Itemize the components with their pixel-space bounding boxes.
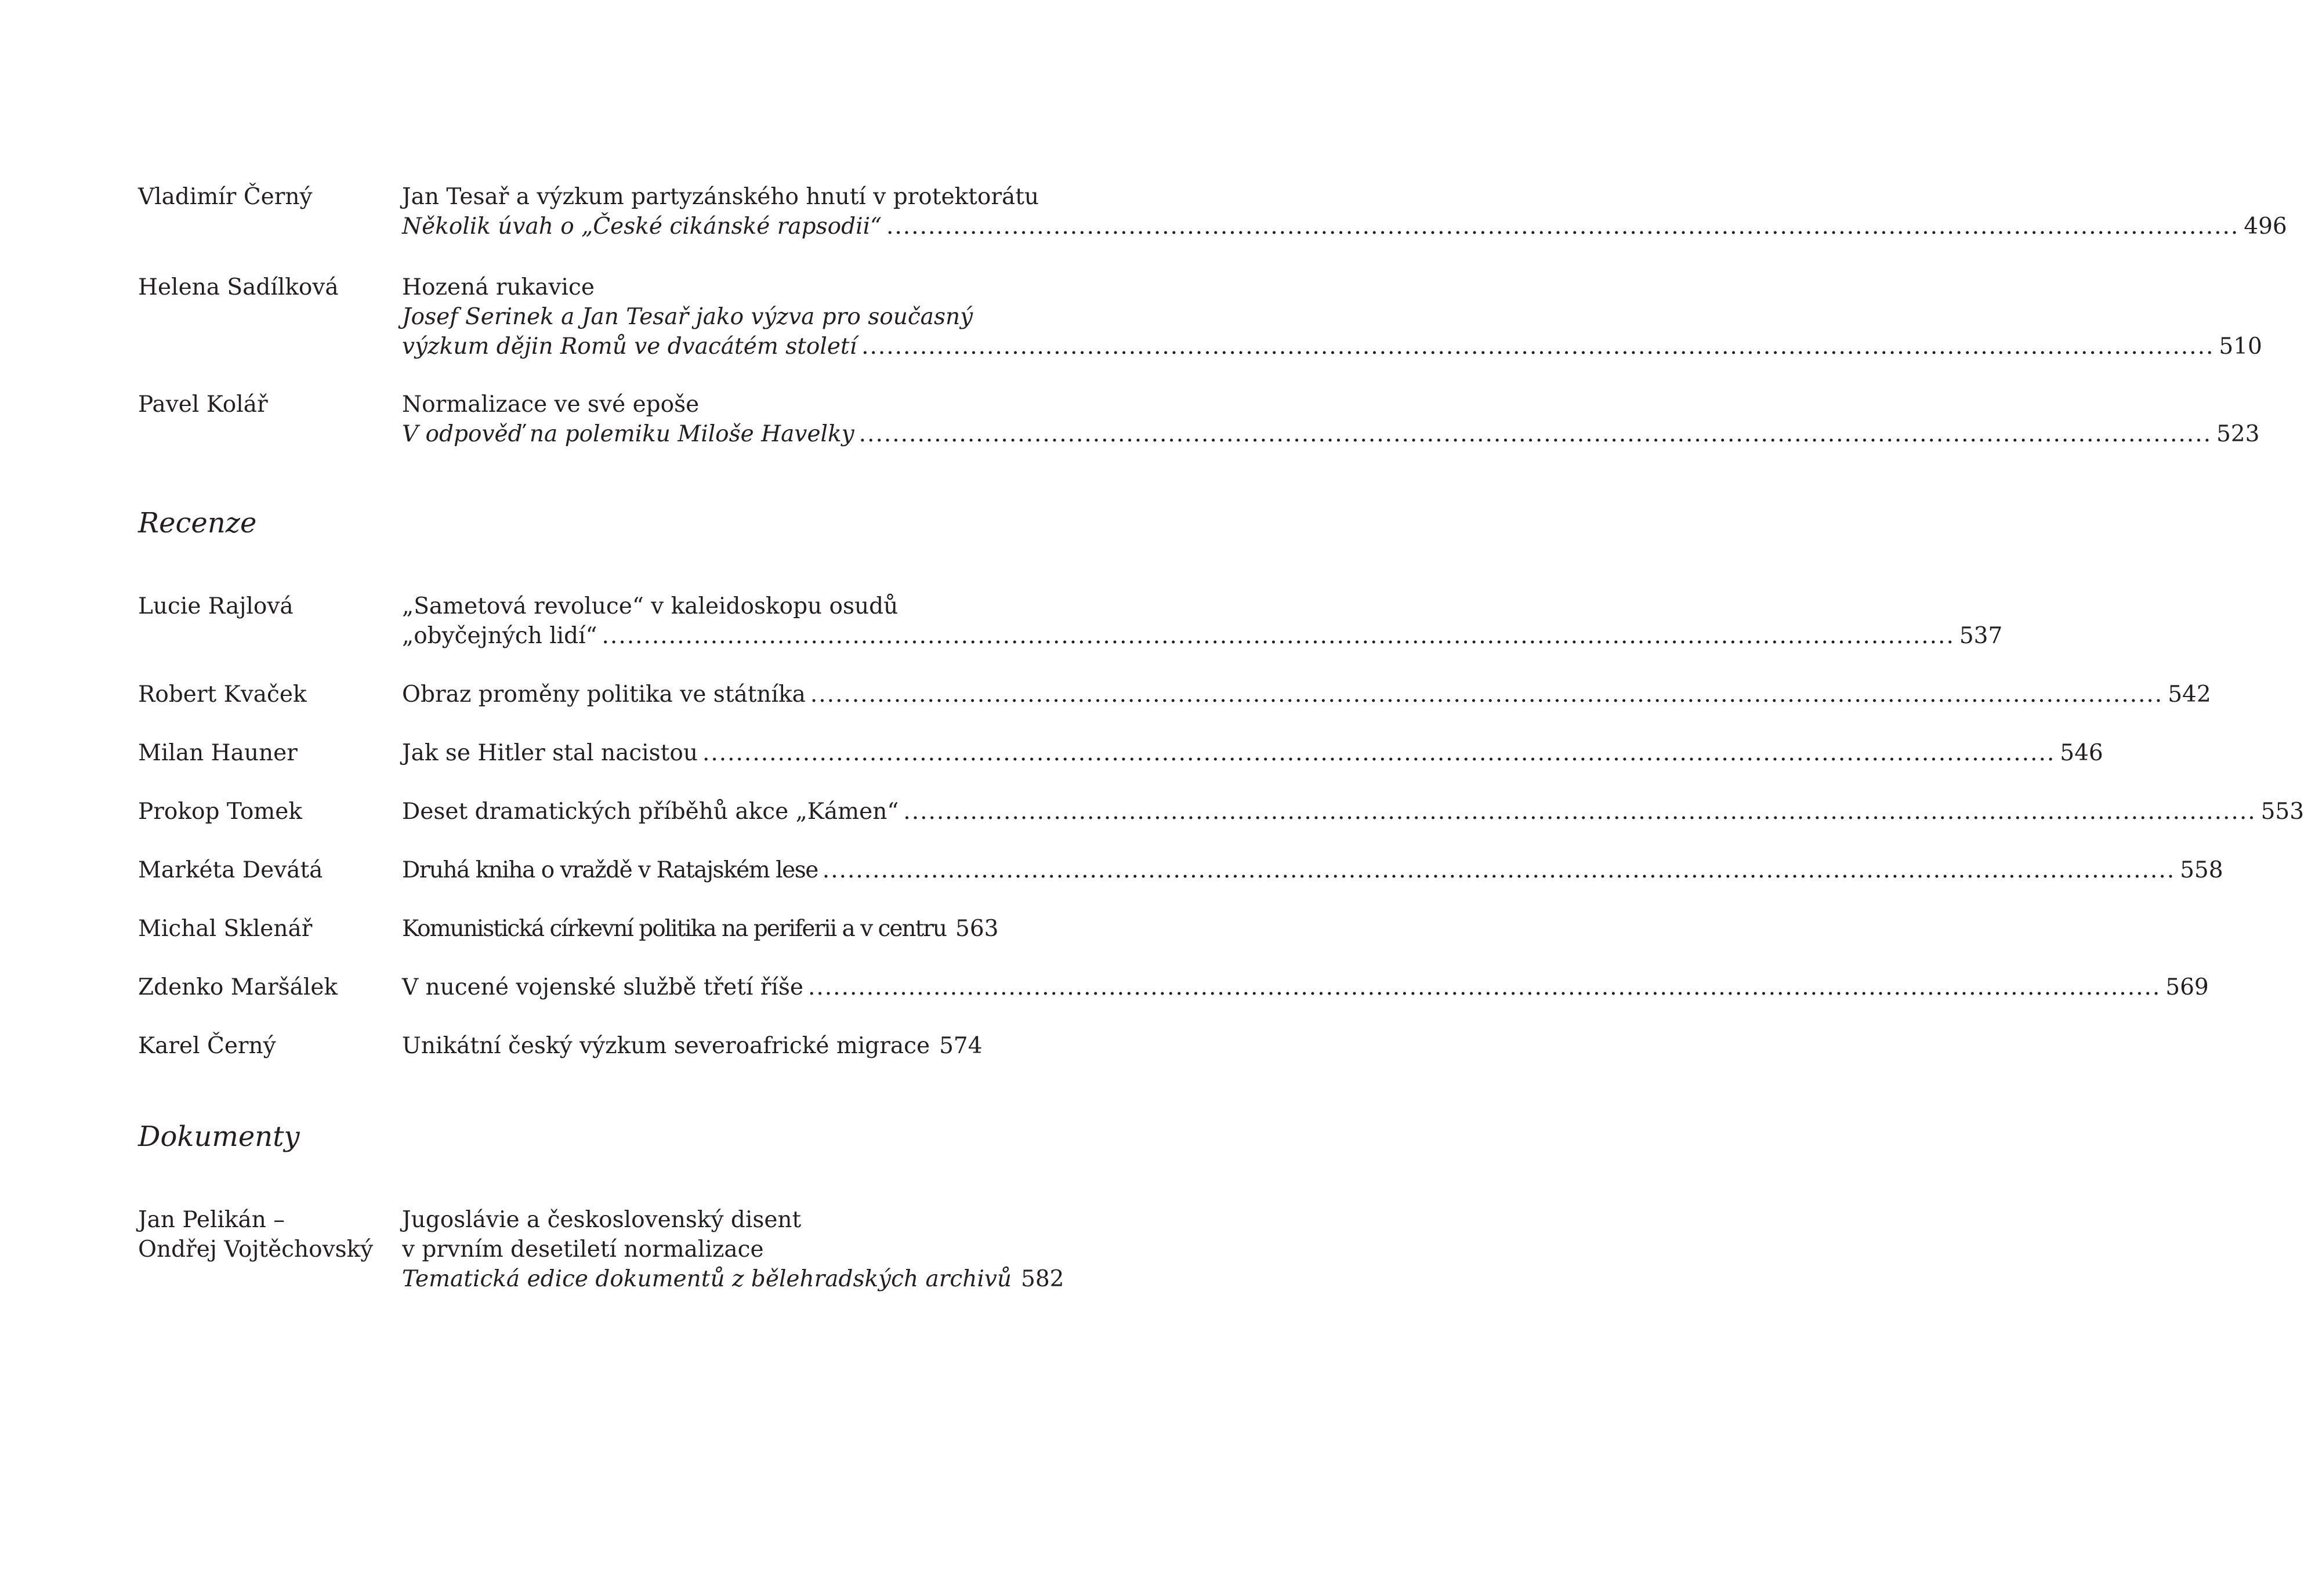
page-number: 582 bbox=[1021, 1266, 1064, 1292]
entry-title-line bbox=[402, 621, 2003, 651]
entry-title: Deset dramatických příběhů akce „Kámen“ bbox=[402, 799, 899, 825]
entry-author: Milan Hauner bbox=[138, 740, 298, 766]
page-number: 569 bbox=[2165, 974, 2209, 1000]
entry-titles bbox=[402, 273, 2262, 361]
entry-subtitle-line bbox=[402, 212, 2287, 241]
entry-title: „obyčejných lidí“ bbox=[402, 623, 597, 649]
entry-author-line: Ondřej Vojtěchovský bbox=[138, 1236, 374, 1263]
entry-author: Pavel Kolář bbox=[138, 391, 268, 418]
entry-title-line bbox=[402, 797, 2304, 826]
entry-titles bbox=[402, 680, 2211, 709]
entry-titles bbox=[402, 182, 2287, 241]
entry-title: Komunistická církevní politika na periferii a v centru bbox=[402, 916, 947, 942]
entry-title-line bbox=[402, 738, 2103, 768]
entry-titles bbox=[402, 738, 2103, 768]
entry-title-line bbox=[402, 855, 2223, 885]
page-number: 523 bbox=[2216, 421, 2260, 447]
entry-author-line: Jan Pelikán – bbox=[138, 1207, 285, 1233]
entry-subtitle-line bbox=[402, 1264, 1064, 1294]
entry-title: Hozená rukavice bbox=[402, 274, 595, 300]
entry-title: V nucené vojenské službě třetí říše bbox=[402, 974, 803, 1000]
page-number: 542 bbox=[2168, 681, 2211, 708]
page-number: 553 bbox=[2260, 799, 2304, 825]
entry-subtitle: Tematická edice dokumentů z bělehradských archivů bbox=[402, 1266, 1012, 1292]
page-number: 558 bbox=[2180, 857, 2223, 883]
dot-leader bbox=[823, 855, 2175, 885]
entry-subtitle: V odpověď na polemiku Miloše Havelky bbox=[402, 421, 854, 447]
entry-titles bbox=[402, 592, 2003, 651]
entry-titles bbox=[402, 390, 2260, 449]
dot-leader bbox=[808, 973, 2161, 1002]
section-heading-dokumenty: Dokumenty bbox=[138, 1120, 300, 1153]
page-number: 537 bbox=[1959, 623, 2003, 649]
entry-titles bbox=[402, 914, 999, 944]
entry-author: Lucie Rajlová bbox=[138, 593, 294, 619]
entry-title: Jan Tesař a výzkum partyzánského hnutí v protektorátu bbox=[402, 184, 1039, 210]
dot-leader bbox=[602, 621, 1955, 651]
page-number: 563 bbox=[955, 916, 999, 942]
dot-leader bbox=[903, 797, 2256, 826]
entry-title: Jak se Hitler stal nacistou bbox=[402, 740, 698, 766]
entry-author: Michal Sklenář bbox=[138, 916, 313, 942]
dot-leader bbox=[810, 680, 2163, 709]
dot-leader bbox=[861, 332, 2214, 361]
entry-subtitle-line bbox=[402, 332, 2262, 361]
entry-title: Jugoslávie a československý disent bbox=[402, 1207, 802, 1233]
section-heading-recenze: Recenze bbox=[138, 507, 257, 539]
dot-leader bbox=[702, 738, 2055, 768]
entry-titles bbox=[402, 1205, 1064, 1294]
page-number: 574 bbox=[939, 1033, 983, 1059]
entry-author: Prokop Tomek bbox=[138, 799, 302, 825]
page-number: 496 bbox=[2244, 213, 2287, 240]
entry-title: Unikátní český výzkum severoafrické migrace bbox=[402, 1033, 930, 1059]
entry-titles bbox=[402, 1031, 982, 1061]
entry-subtitle: Několik úvah o „České cikánské rapsodii“ bbox=[402, 213, 882, 240]
entry-author: Helena Sadílková bbox=[138, 274, 339, 300]
page-number: 546 bbox=[2060, 740, 2103, 766]
entry-author bbox=[138, 1205, 373, 1264]
dot-leader bbox=[859, 419, 2212, 449]
entry-titles bbox=[402, 855, 2223, 885]
entry-subtitle: Josef Serinek a Jan Tesař jako výzva pro současný bbox=[402, 304, 973, 330]
entry-subtitle: výzkum dějin Romů ve dvacátém století bbox=[402, 333, 857, 360]
entry-title-line bbox=[402, 1031, 982, 1061]
entry-title-line bbox=[402, 914, 999, 944]
entry-title-line bbox=[402, 973, 2209, 1002]
entry-title: v prvním desetiletí normalizace bbox=[402, 1236, 764, 1263]
entry-title-line bbox=[402, 680, 2211, 709]
entry-author: Zdenko Maršálek bbox=[138, 974, 338, 1000]
entry-author: Markéta Devátá bbox=[138, 857, 323, 883]
entry-author: Vladimír Černý bbox=[138, 184, 313, 210]
entry-title: „Sametová revoluce“ v kaleidoskopu osudů bbox=[402, 593, 899, 619]
entry-titles bbox=[402, 797, 2304, 826]
entry-title: Druhá kniha o vraždě v Ratajském lese bbox=[402, 857, 818, 883]
page-number: 510 bbox=[2219, 333, 2262, 360]
entry-title: Normalizace ve své epoše bbox=[402, 391, 700, 418]
entry-author: Karel Černý bbox=[138, 1033, 276, 1059]
entry-subtitle-line bbox=[402, 419, 2260, 449]
entry-title: Obraz proměny politika ve státníka bbox=[402, 681, 806, 708]
entry-titles bbox=[402, 973, 2209, 1002]
dot-leader bbox=[886, 212, 2239, 241]
entry-author: Robert Kvaček bbox=[138, 681, 307, 708]
